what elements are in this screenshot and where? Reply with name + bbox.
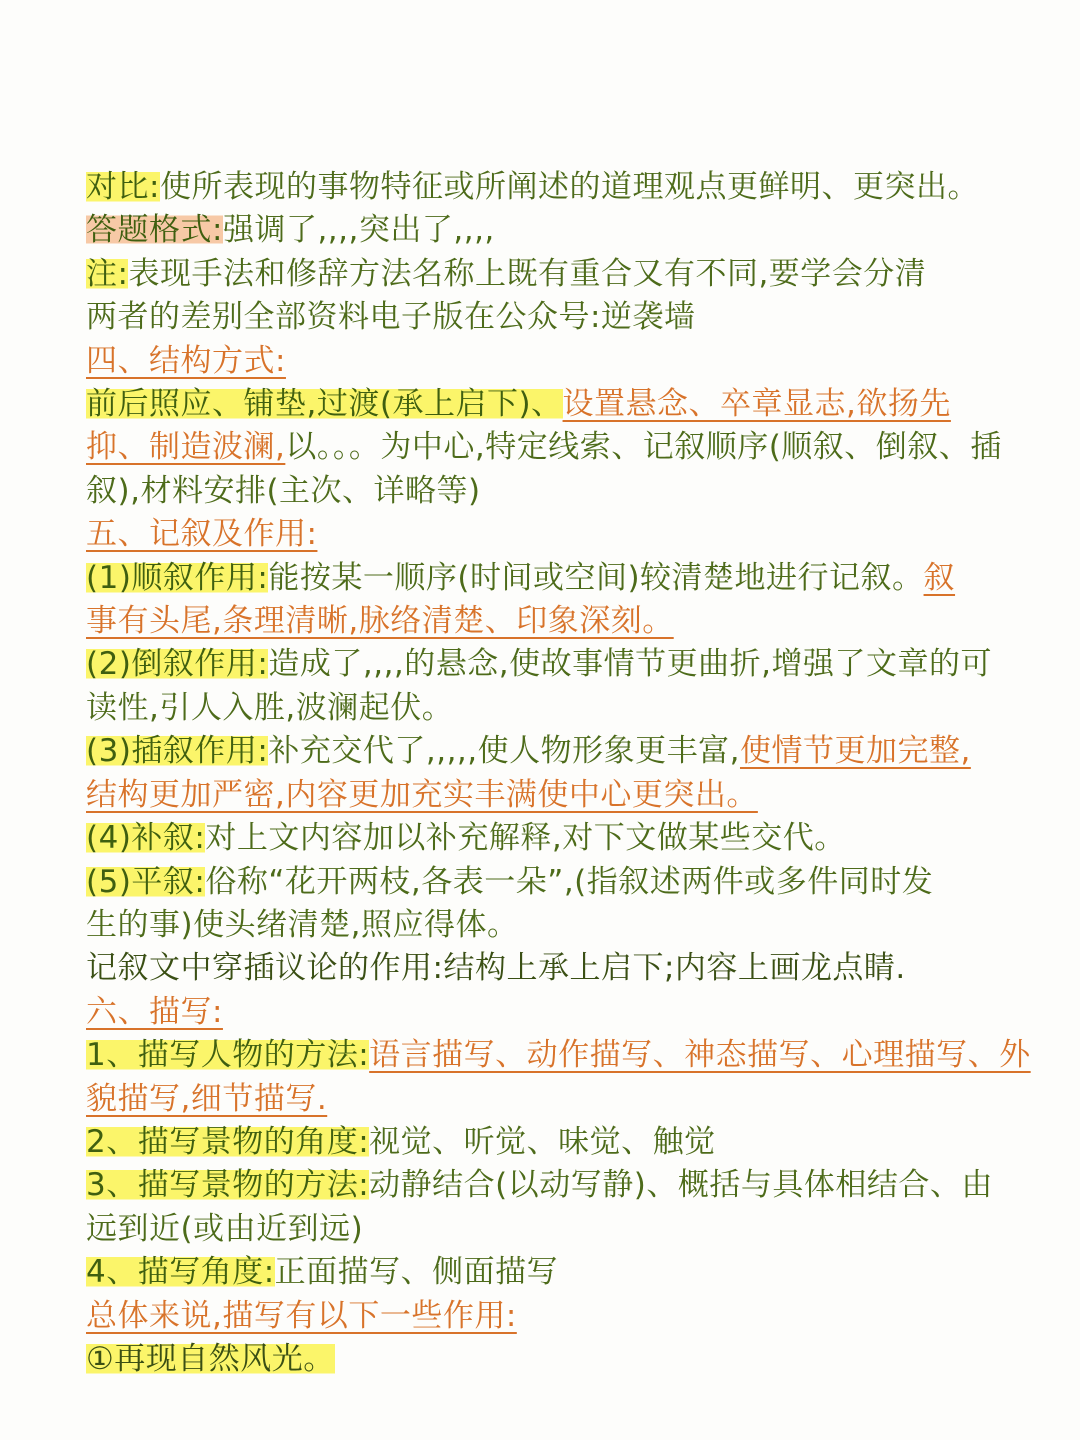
term-scenery-methods: 3、描写景物的方法: <box>86 1167 370 1204</box>
term-answer-format: 答题格式: <box>86 212 223 249</box>
note-line-contrast <box>86 166 1026 209</box>
term-scenery-angles: 2、描写景物的角度: <box>86 1123 370 1160</box>
term-chronological: (1)顺叙作用: <box>86 559 269 596</box>
note-line-structure-2 <box>86 426 1026 469</box>
text-parallel: 俗称“花开两枝,各表一朵”,(指叙述两件或多件同时发 <box>205 863 934 900</box>
text-chronological: 能按某一顺序(时间或空间)较清楚地进行记叙。 <box>268 559 924 596</box>
text-interpolated: 补充交代了,,,,,使人物形象更丰富, <box>268 733 740 770</box>
term-flashback: (2)倒叙作用: <box>86 646 269 683</box>
text-parallel-cont: 生的事)使头绪清楚,照应得体。 <box>86 906 519 943</box>
text-effect-1: ①再现自然风光。 <box>86 1340 335 1377</box>
note-line-structure-1 <box>86 383 1026 426</box>
term-note: 注: <box>86 255 129 292</box>
term-character-methods: 1、描写人物的方法: <box>86 1037 370 1074</box>
text-structure-2: 以。。。为中心,特定线索、记叙顺序(顺叙、倒叙、插 <box>285 429 1002 466</box>
section-heading-narration <box>86 513 1026 556</box>
text-scenery-methods-cont: 远到近(或由近到远) <box>86 1210 364 1247</box>
note-line-argument <box>86 947 1026 990</box>
heading-structure: 四、结构方式: <box>86 342 286 379</box>
text-flashback-cont: 读性,引人入胜,波澜起伏。 <box>86 689 454 726</box>
term-structure-list: 前后照应、铺垫,过渡(承上启下)、 <box>86 386 563 423</box>
note-line-answer-format <box>86 209 1026 252</box>
note-line-narration-4 <box>86 817 1026 860</box>
heading-narration: 五、记叙及作用: <box>86 516 318 553</box>
text-description-angles: 正面描写、侧面描写 <box>274 1254 559 1291</box>
note-line-structure-3 <box>86 470 1026 513</box>
term-description-angles: 4、描写角度: <box>86 1254 275 1291</box>
text-interpolated-orange: 使情节更加完整, <box>739 733 971 770</box>
heading-description: 六、描写: <box>86 993 223 1030</box>
note-line-description-3-cont <box>86 1208 1026 1251</box>
note-line-narration-3 <box>86 730 1026 773</box>
text-structure-orange: 设置悬念、卒章显志,欲扬先 <box>562 386 951 423</box>
text-answer-format: 强调了,,,,突出了,,,, <box>222 212 495 249</box>
note-line-narration-5 <box>86 861 1026 904</box>
note-line-description-3 <box>86 1164 1026 1207</box>
term-parallel: (5)平叙: <box>86 863 206 900</box>
note-line-narration-2-cont <box>86 687 1026 730</box>
text-structure-orange-2: 抑、制造波澜, <box>86 429 286 466</box>
note-line-description-1-cont <box>86 1078 1026 1121</box>
text-contrast: 使所表现的事物特征或所阐述的道理观点更鲜明、更突出。 <box>159 169 979 205</box>
text-scenery-angles: 视觉、听觉、味觉、触觉 <box>369 1123 716 1160</box>
text-structure-3: 叙),材料安排(主次、详略等) <box>86 472 481 509</box>
term-contrast: 对比: <box>86 169 160 205</box>
text-note: 表现手法和修辞方法名称上既有重合又有不同,要学会分清 <box>128 255 927 292</box>
text-note-cont: 两者的差别全部资料电子版在公众号:逆袭墙 <box>86 299 696 336</box>
term-supplementary: (4)补叙: <box>86 820 206 857</box>
note-line-narration-3-cont <box>86 774 1026 817</box>
note-line-narration-2 <box>86 643 1026 686</box>
note-line-description-1 <box>86 1034 1031 1077</box>
note-line-narration-1 <box>86 557 1026 600</box>
text-argument: 记叙文中穿插议论的作用:结构上承上启下;内容上画龙点睛. <box>86 950 906 987</box>
note-line-summary <box>86 1295 1026 1338</box>
text-character-methods-cont: 貌描写,细节描写. <box>86 1080 328 1117</box>
note-line-description-4 <box>86 1251 1026 1294</box>
note-line-description-2 <box>86 1121 1026 1164</box>
note-line-narration-5-cont <box>86 904 1026 947</box>
note-line-effect-1 <box>86 1338 1026 1381</box>
text-interpolated-orange-cont: 结构更加严密,内容更加充实丰满使中心更突出。 <box>86 776 758 813</box>
section-heading-structure <box>86 340 1026 383</box>
text-supplementary: 对上文内容加以补充解释,对下文做某些交代。 <box>205 820 846 857</box>
text-flashback: 造成了,,,,的悬念,使故事情节更曲折,增强了文章的可 <box>268 646 992 683</box>
text-character-methods: 语言描写、动作描写、神态描写、心理描写、外 <box>369 1037 1031 1074</box>
text-chronological-orange: 叙 <box>923 559 956 596</box>
note-line-note-cont <box>86 296 1026 339</box>
section-heading-description <box>86 991 1026 1034</box>
term-interpolated: (3)插叙作用: <box>86 733 269 770</box>
note-line-note <box>86 253 1026 296</box>
heading-summary: 总体来说,描写有以下一些作用: <box>86 1297 517 1334</box>
text-chronological-orange-cont: 事有头尾,条理清晰,脉络清楚、印象深刻。 <box>86 603 674 640</box>
note-line-narration-1-cont <box>86 600 1026 643</box>
text-scenery-methods: 动静结合(以动写静)、概括与具体相结合、由 <box>369 1167 993 1204</box>
